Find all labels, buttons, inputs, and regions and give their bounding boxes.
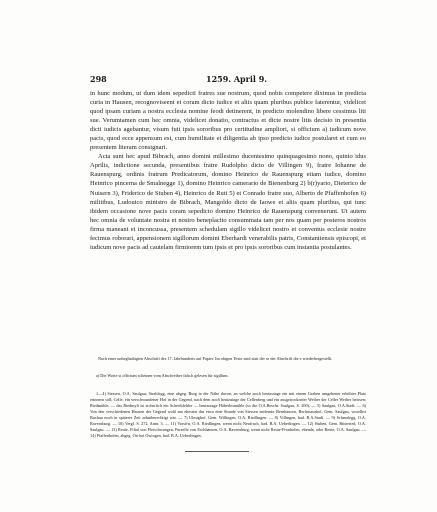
page-number: 298 bbox=[90, 74, 107, 84]
source-note: Nach einer unbeglaubigten Abschrift des 17. Jahrhunderts auf Papier. Im obigen Texte sind statt der se der Abschrift die e wiederhergestellt. bbox=[98, 356, 333, 361]
end-rule bbox=[185, 451, 249, 452]
footnote-a: a) Die Worte si officium scheinen vom Abschreiber falsch gelesen für sigillum. bbox=[96, 373, 229, 378]
page-header bbox=[90, 74, 360, 84]
charter-text bbox=[90, 89, 366, 252]
body-paragraph-1: in hunc modum, ut dum idem sepedicti fratres sue nostrum, quod nobis competere diximus in predicta curia in Hausen, recognoviseent et coram dicto iudice et aliis quam pluribus publice faterentur, videlicet quod ipsam curiam a nostra ecclesia nomine feodi detinerent, in predicto molendino libere cessimus liti sue. Verumtamen cum hec omnia, videlicet donatio, contractus et dicte nostre litis decisio in presentia dicti iudicis agebantur, visum fuit ipsis sororibus pro certitudine ampliori, si officium a) iudicum nove pacis, quod ecce appensum est, cum humilitate et diligentia ab ipso predicto iudice postularet et cum eo presentem literam consignari. bbox=[90, 90, 366, 152]
running-title: 1259. April 9. bbox=[206, 74, 268, 84]
body-paragraph-2: Acta sunt hec apud Bibrach, anno domini millesimo ducentesimo quinquagesimo nono, quinto idus Aprilis, indictione secunda, presentibus fratre Rudolpho dicto de Villingen 9), fratre Iohanne de Rauenspurg, ordinis fratrum Predicatorum, domino Heinrico de Rauenspurg etiam iudice, domino Heinrico pincerna de Smalnegge 1), domino Heinrico camerario de Bienenburg 2) b(r)yario, Dieterico de Nuisern 3), Friderico de Stuben 4), Heinrico de Ruti 5) et Conrado fratre suo, Alberto de Pfaffenhofen 6) militibus, Ludouico ministro de Bibrach, Mangoldo dicto de Iaowe et aliis quam pluribus, qui tunc ibidem occasione nove pacis coram sepedicto domino Heinrico de Rauenspurg convenerunt. Ut autem hec omnia de voluntate nostra et nostro beneplacito consummata tam per nos quam per posteros nostros firma maneant et inconcussa, presentem schedulam sigillo videlicet nostro et conventus ecclesie nostre fecimus roborari, appensionem sigillorum domini Eberhardi venerabilis patris, Constantiensis episcopi, et iudicum nove pacis ad cautelam firmiorem tum ipsis et pro ipsis sororibus cum instantia postulantes. bbox=[90, 153, 366, 251]
footnote-numbered: 1—4) Siessen, O.A. Saulgau; Strahlegg, eine abgeg. Burg in der Nähe davon, an welche noch heutzutage ein mit einem Graben umgebener erhöhter Platz erinnern soll; Celle, ein verschwundener Hof in der Gegend, nach dem noch heutzutage der Cellenberg und ein ausgetrockneter Weiher der Celler Weiher heissen; Riedmühle, — das Riedmyli ist sicherlich ein Schreibfehler — heutzutage Häberlesmühle (so die O.A.Beschr. Saulgau, S. 200). — 5) Saulgau, O.A.Stadt. — 6) Von den verschiedenen Hausen der Gegend wohl am ehesten das etwa eine Stunde von Siessen entfernte Bernhausen, Berlinsaurhof, Gem. Saulgau, woselbst Buchau noch in späterer Zeit zehntberechtigt war. — 7) Ulmighof, Gem. Willingen, O.A. Riedlingen. — 8) Villingen, bad. B.A.Stadt. — 9) Schmalegg, O.A. Ravensburg. — 10) Vergl. S. 272, Anm. 3. — 11) Vorsfrn, O.A. Riedlingen, wenn nicht Neufrach, bad. B.A. Ueberlingen. — 12) Stuben, Gem. Bitterried, O.A. Saulgau. — 13) Reute, Filial von Fleischwangen, Parzelle von Eschhausen, O.A. Ravensburg, wenn nicht Reute-Fronhofen, ebenda, oder Reute, O.A. Saulgau. — 14) Pfaffenhofen, abgeg. Ort bei Owingen, bad. B.A. Ueberlingen. bbox=[90, 391, 366, 438]
